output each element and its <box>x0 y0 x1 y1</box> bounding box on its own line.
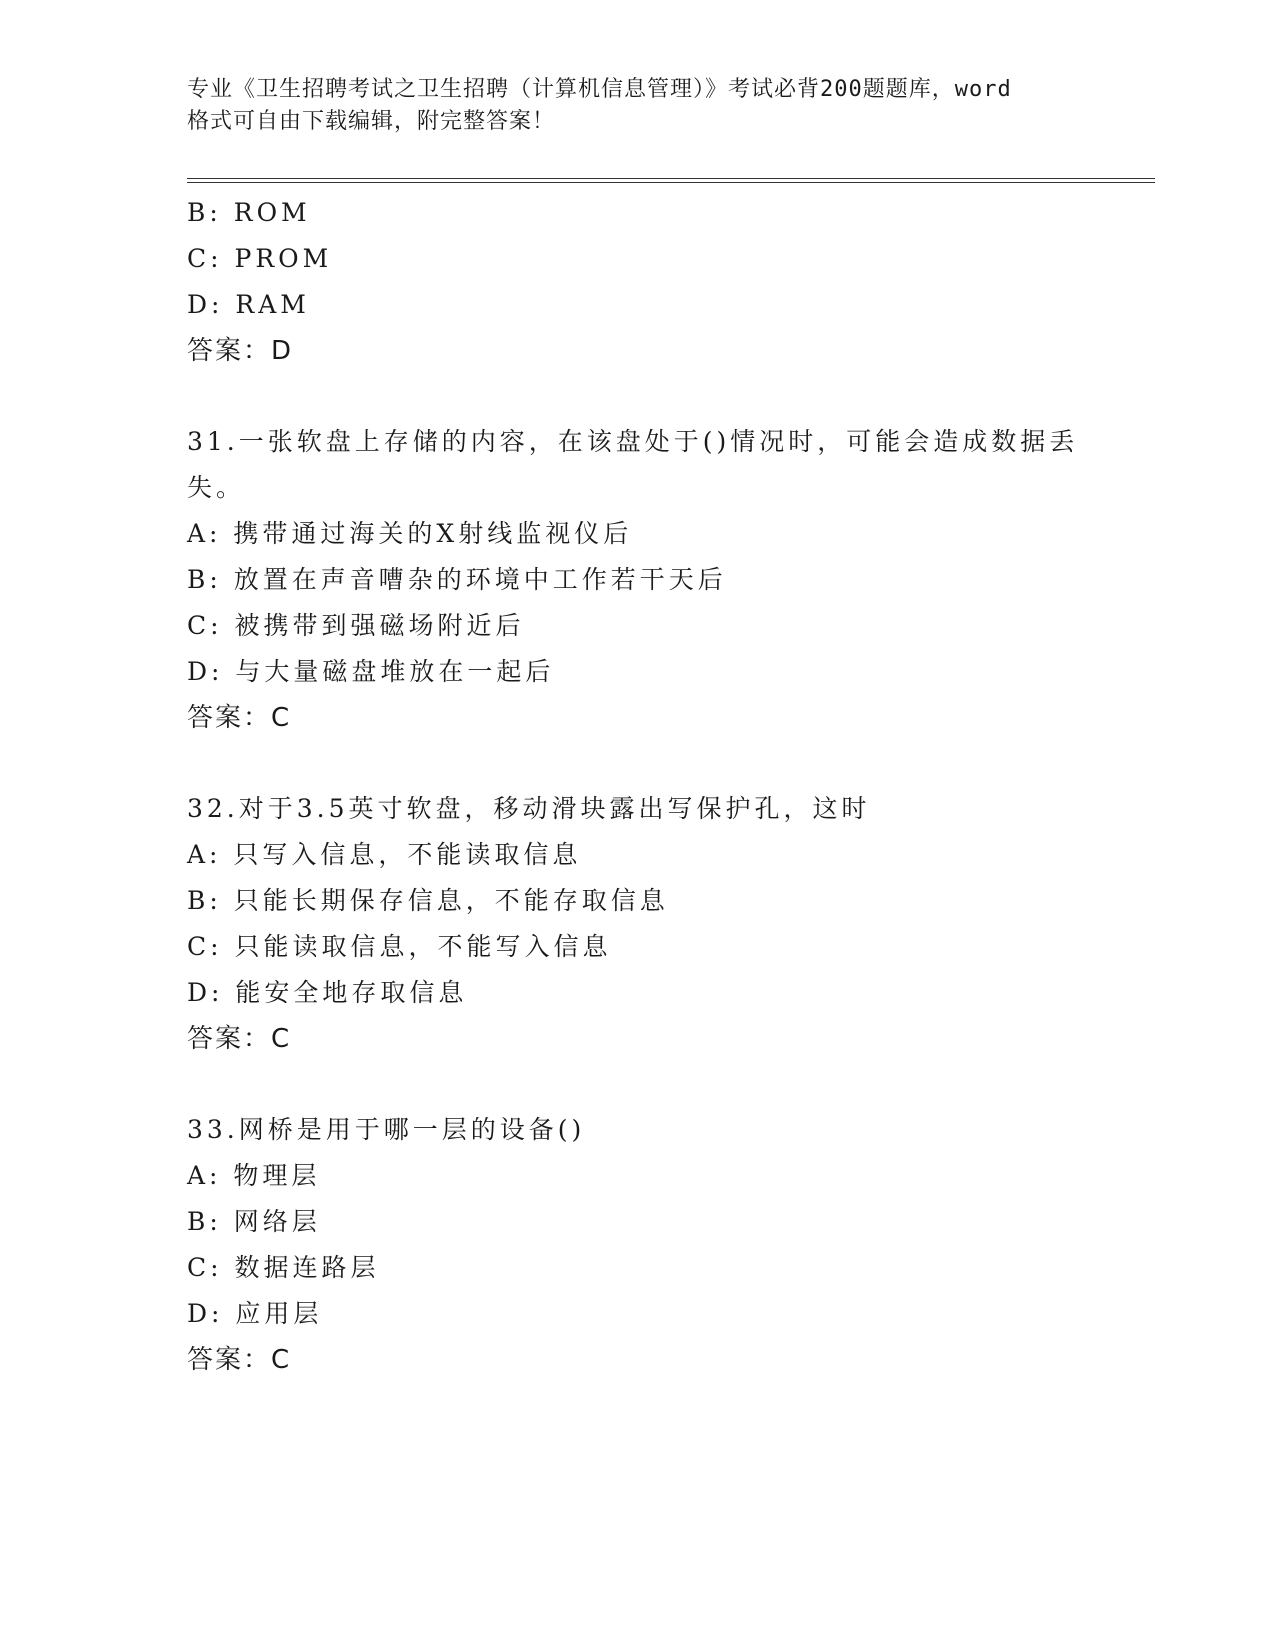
option-b: B: 放置在声音嘈杂的环境中工作若干天后 <box>187 565 727 594</box>
question-stem: 33.网桥是用于哪一层的设备() <box>187 1115 586 1144</box>
answer-line: 答案：C <box>187 703 292 733</box>
option-a: A: 携带通过海关的X射线监视仪后 <box>187 519 633 548</box>
header-divider <box>187 178 1155 183</box>
answer-line: 答案：C <box>187 1345 292 1375</box>
option-d: D: 与大量磁盘堆放在一起后 <box>187 657 555 686</box>
option-b: B: ROM <box>187 198 311 227</box>
question-31 <box>187 419 1087 741</box>
question-stem: 31.一张软盘上存储的内容，在该盘处于()情况时，可能会造成数据丢 <box>187 427 1079 456</box>
option-b: B: 网络层 <box>187 1207 321 1236</box>
question-33 <box>187 1107 1087 1383</box>
option-a: A: 只写入信息，不能读取信息 <box>187 840 582 869</box>
question-list <box>187 190 1087 1383</box>
option-d: D: RAM <box>187 290 310 319</box>
option-c: C: 被携带到强磁场附近后 <box>187 611 525 640</box>
header-line-2: 格式可自由下载编辑，附完整答案！ <box>187 109 556 134</box>
option-c: C: 只能读取信息，不能写入信息 <box>187 932 612 961</box>
page-header <box>187 74 1087 138</box>
option-c: C: PROM <box>187 244 333 273</box>
question-32 <box>187 786 1087 1062</box>
option-d: D: 能安全地存取信息 <box>187 978 468 1007</box>
option-c: C: 数据连路层 <box>187 1253 380 1282</box>
option-a: A: 物理层 <box>187 1161 321 1190</box>
answer-line: 答案：C <box>187 1024 292 1054</box>
option-d: D: 应用层 <box>187 1299 323 1328</box>
question-stem: 32.对于3.5英寸软盘，移动滑块露出写保护孔，这时 <box>187 794 871 823</box>
question-stem-continued: 失。 <box>187 473 246 502</box>
previous-question-fragment <box>187 190 1087 374</box>
option-b: B: 只能长期保存信息，不能存取信息 <box>187 886 669 915</box>
answer-line: 答案：D <box>187 336 294 366</box>
header-line-1: 专业《卫生招聘考试之卫生招聘（计算机信息管理）》考试必背200题题库，word <box>187 77 1012 102</box>
